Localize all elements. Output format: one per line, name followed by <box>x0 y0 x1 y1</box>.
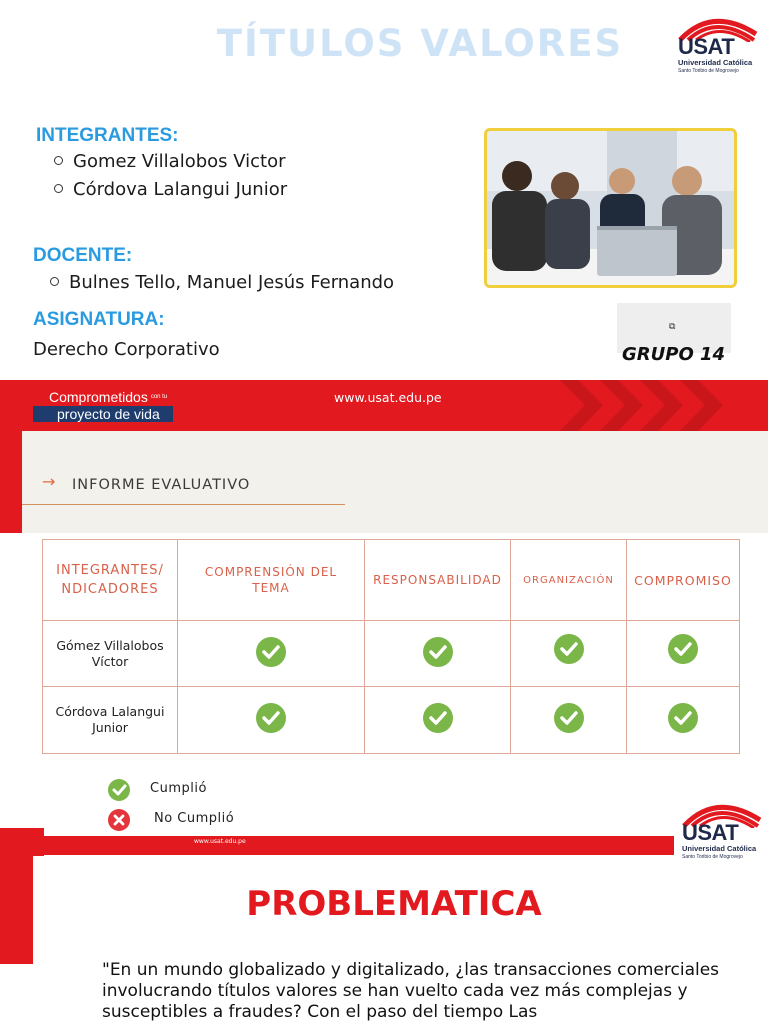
cross-icon <box>108 809 130 831</box>
integrante-item: Córdova Lalangui Junior <box>54 179 287 200</box>
section-title: INFORME EVALUATIVO <box>72 477 251 493</box>
asignatura-heading: ASIGNATURA: <box>33 309 165 330</box>
check-icon <box>668 634 698 664</box>
check-cell <box>511 621 627 687</box>
table-header-row <box>43 540 740 621</box>
logo-line1: Universidad Católica <box>678 58 753 67</box>
bullet-icon <box>54 156 63 165</box>
docente-heading: DOCENTE: <box>33 245 133 266</box>
check-cell <box>178 687 365 754</box>
check-icon <box>108 779 130 801</box>
member-name: Córdova Lalangui Junior <box>43 687 178 754</box>
website-link-small[interactable]: www.usat.edu.pe <box>194 838 246 845</box>
check-icon <box>256 637 286 667</box>
logo-line1: Universidad Católica <box>682 844 757 853</box>
grupo-label: GRUPO 14 <box>622 344 726 365</box>
check-cell <box>365 621 511 687</box>
red-side-bar <box>0 431 22 533</box>
check-icon <box>554 634 584 664</box>
table-row <box>43 621 740 687</box>
column-header: INTEGRANTES/ NDICADORES <box>43 540 178 621</box>
divider <box>22 504 345 505</box>
asignatura-name: Derecho Corporativo <box>33 339 220 360</box>
docente-name: Bulnes Tello, Manuel Jesús Fernando <box>50 272 394 293</box>
red-strip <box>44 836 674 855</box>
check-cell <box>627 621 740 687</box>
check-cell <box>178 621 365 687</box>
usat-logo <box>672 12 764 78</box>
logo-line2: Santo Toribio de Mogrovejo <box>682 854 743 860</box>
integrantes-heading: INTEGRANTES: <box>36 125 179 146</box>
problem-quote: "En un mundo globalizado y digitalizado, ¿las transacciones comerciales involucrando títulos valores se han vuelto cada vez más complejas y susceptibles a fraudes? Con el paso del tiempo Las <box>102 960 720 1022</box>
slogan-badge <box>33 388 173 422</box>
check-icon <box>668 703 698 733</box>
member-name: Gómez Villalobos Víctor <box>43 621 178 687</box>
website-link[interactable]: www.usat.edu.pe <box>334 390 442 405</box>
slogan-bottom: proyecto de vida <box>33 406 173 422</box>
bullet-icon <box>54 184 63 193</box>
red-corner <box>0 828 44 856</box>
check-cell <box>511 687 627 754</box>
slogan-top: Comprometidos $^{con tu}$ <box>33 388 173 406</box>
check-icon <box>423 703 453 733</box>
check-icon <box>554 703 584 733</box>
check-cell <box>627 687 740 754</box>
legend-label: Cumplió <box>150 781 207 796</box>
column-header: ORGANIZACIÓN <box>511 540 627 621</box>
bullet-icon <box>50 277 59 286</box>
table-row <box>43 687 740 754</box>
logo-line2: Santo Toribio de Mogrovejo <box>678 68 739 74</box>
arrow-right-icon: → <box>42 472 56 491</box>
legend-item-cumplio <box>108 779 130 805</box>
integrante-item: Gomez Villalobos Victor <box>54 151 286 172</box>
column-header: COMPROMISO <box>627 540 740 621</box>
evaluation-table <box>42 539 740 754</box>
logo-name: USAT <box>682 820 739 845</box>
problem-title: PROBLEMATICA <box>246 884 542 924</box>
team-meeting-photo <box>484 128 737 288</box>
check-icon <box>423 637 453 667</box>
usat-logo <box>676 798 768 864</box>
check-cell <box>365 687 511 754</box>
image-placeholder-icon: ⧉ <box>669 322 676 332</box>
column-header: COMPRENSIÓN DEL TEMA <box>178 540 365 621</box>
legend-label: No Cumplió <box>154 811 235 826</box>
legend-item-no-cumplio <box>108 809 130 835</box>
slide-title: TÍTULOS VALORES <box>216 22 624 65</box>
logo-name: USAT <box>678 34 735 59</box>
check-icon <box>256 703 286 733</box>
column-header: RESPONSABILIDAD <box>365 540 511 621</box>
